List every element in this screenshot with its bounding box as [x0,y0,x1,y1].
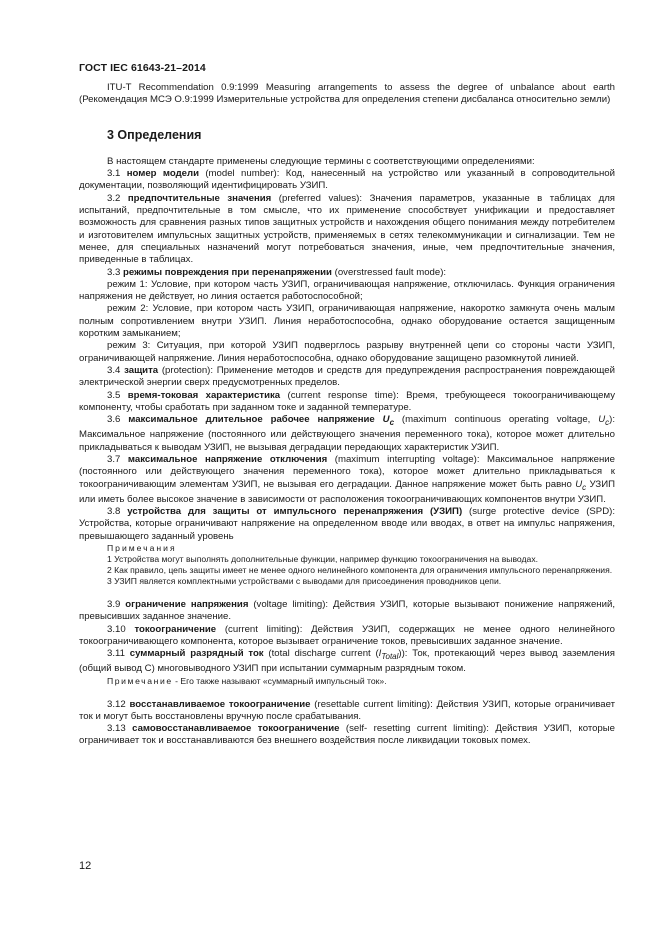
page-number: 12 [79,860,92,872]
symbol-uc: $U_c$ [598,414,610,428]
spacer [79,587,615,599]
definition-3-7 [79,454,615,506]
definition-term: защита [124,364,159,376]
section-title: 3 Определения [107,127,202,142]
definition-text: )): Ток, протекающий через вывод заземления (общий вывод С) многовыводного УЗИП при испытании суммарным разрядным током. [79,648,615,675]
definition-number: 3.4 [107,364,121,376]
definition-3-13 [79,723,615,748]
definition-text: (current limiting): Действия УЗИП, содержащих не менее одного нелинейного токоограничивающего компонента, которое вызывает ограничение токов, превысивших заданное значение. [79,623,616,647]
definition-text: (total discharge current ( [263,648,379,660]
definition-number: 3.2 [107,192,121,204]
definition-text: (surge protective device (SPD): Устройства, которые ограничивают напряжение на определенном вводе или вводах, в ответ на импульс напряжения, превышающего заданный уровень [79,506,615,542]
note-2: 2 Как правило, цепь защиты имеет не менее одного нелинейного компонента для ограничения импульсного перенапряжения. [107,564,613,575]
definition-text: (model number): Код, нанесенный на устройство или указанный в сопроводительной документации, позволяющий идентифицировать УЗИП. [79,168,616,192]
definition-term: восстанавливаемое токоограничение [129,698,311,710]
definition-term: самовосстанавливаемое токоограничение [132,723,340,735]
document-body [79,82,615,748]
definition-term: ограничение напряжения [125,598,249,610]
definition-number: 3.11 [107,648,125,660]
definition-number: 3.7 [107,453,121,465]
definition-number: 3.10 [107,623,126,635]
definition-3-1 [79,168,615,193]
definition-number: 3.5 [107,389,121,401]
definition-text: (preferred values): Значения параметров, указанные в таблицах для испытаний, предпочтительные в том смысле, что их применение способствует унификации и предоставляет возможность для сравнения разных типов защитных устройств и нахождения общего понимания между потребителем и изготовителем импульсных защитных устройств, применяемых в сетях телекоммуникации и сигнализации. Тем не менее, для специальных назначений могут потребоваться значения, иные, чем предпочтительные значения, приведенные в таблицах. [79,192,615,266]
definition-3-10 [79,624,615,649]
fault-mode-1: режим 1: Условие, при котором часть УЗИП, ограничивающая напряжение, отключилась. Функция ограничения напряжения не действует, но линия остается работоспособной; [79,278,615,303]
definition-3-12 [79,699,615,724]
note-inline: Примечание - Его также называют «суммарный импульсный ток». [107,675,387,686]
definition-term: максимальное длительное рабочее напряжение $U_c$ [128,414,395,428]
document-header: ГОСТ IEC 61643-21–2014 [79,62,206,74]
definition-number: 3.12 [107,698,126,710]
definition-term: режимы повреждения при перенапряжении [123,266,332,278]
definition-term: время-токовая характеристика [127,389,281,401]
definition-number: 3.3 [107,266,121,278]
definition-3-3 [79,267,615,279]
definition-term: максимальное напряжение отключения [127,453,328,465]
definition-3-2 [79,193,615,267]
definition-text: (maximum continuous operating voltage, [394,414,599,426]
definition-text: (current response time): Время, требующееся токоограничивающему компоненту, чтобы сработать при заданном токе и заданной температуре. [79,389,615,413]
note-1: 1 Устройства могут выполнять дополнительные функции, например функцию токоограничения на выводах. [107,553,538,564]
spacer [79,687,615,699]
definition-3-8 [79,506,615,543]
definition-term: номер модели [126,168,199,180]
definition-text: (maximum interrupting voltage): Максимальное напряжение (постоянного или действующего значения переменного тока), которое может длительно прикладываться к токоограничивающим элементам УЗИП, не вызывая его деградации. Данное напряжение может быть равно [79,453,616,490]
definition-number: 3.1 [107,168,121,180]
definition-term: предпочтительные значения [127,192,272,204]
definition-term: токоограничение [134,623,217,635]
definition-term: устройства для защиты от импульсного перенапряжения (УЗИП) [127,506,463,518]
definition-number: 3.13 [107,723,126,735]
section-intro: В настоящем стандарте применены следующие термины с соответствующими определениями: [107,155,535,167]
notes-heading: Примечания [107,542,177,553]
definition-3-9 [79,599,615,624]
definition-number: 3.9 [107,598,121,610]
definition-text: (resettable current limiting): Действия УЗИП, которые ограничивает ток и могут быть восстановлены вручную после срабатывания. [79,698,615,722]
note-3: 3 УЗИП является комплектными устройствами с выводами для присоединения проводников цепи. [107,575,502,586]
definition-3-4 [79,365,615,390]
definition-text: УЗИП или иметь более высокое значение в зависимости от расположения токоограничивающих компонентов внутри УЗИП. [79,478,615,505]
definition-text: (overstressed fault mode): [331,266,447,278]
definition-number: 3.6 [107,414,121,426]
fault-mode-2: режим 2: Условие, при котором часть УЗИП, ограничивающая напряжение, накоротко замкнута очень малым полным сопротивлением внутри УЗИП. Линия неработоспособна, однако оборудование остается защищенным коротким замыканием; [79,303,615,340]
definition-text: (protection): Применение методов и средств для предупреждения распространения повреждающей электрической энергии сверх предусмотренных пределов. [79,364,615,389]
symbol-uc: $U_c$ [382,414,395,428]
definition-3-5 [79,390,615,415]
fault-mode-3: режим 3: Ситуация, при которой УЗИП подверглось разрыву внутренней цепи со стороны части УЗИП, ограничивающей напряжение. Линия неработоспособна, однако оборудование защищено разомкнутой линией. [79,340,615,364]
definition-3-6 [79,414,615,454]
symbol-uc: $U_c$ [575,478,587,492]
definition-text: (self- resetting current limiting): Действия УЗИП, которые ограничивает ток и восстанавливаются без внешнего воздействия после ликвидации токовых помех. [79,723,616,747]
definition-3-11 [79,648,615,676]
definition-text: (voltage limiting): Действия УЗИП, которые вызывают понижение напряжений, превысивших заданное значение. [79,598,615,623]
definition-term: суммарный разрядный ток [129,648,264,660]
symbol-itotal: $I_{Total}$ [378,648,399,661]
reference-paragraph: ITU-T Recommendation 0.9:1999 Measuring arrangements to assess the degree of unbalance about earth (Рекомендация МСЭ О.9:1999 Измерительные устройства для определения степени дисбаланса относительно земли) [79,82,615,106]
definition-text: ): Максимальное напряжение (постоянного или действующего значения переменного тока), которое может длительно прикладываться к выводам УЗИП, не вызывая деградации передающих характеристик УЗИП. [79,414,616,453]
definition-number: 3.8 [107,506,121,518]
